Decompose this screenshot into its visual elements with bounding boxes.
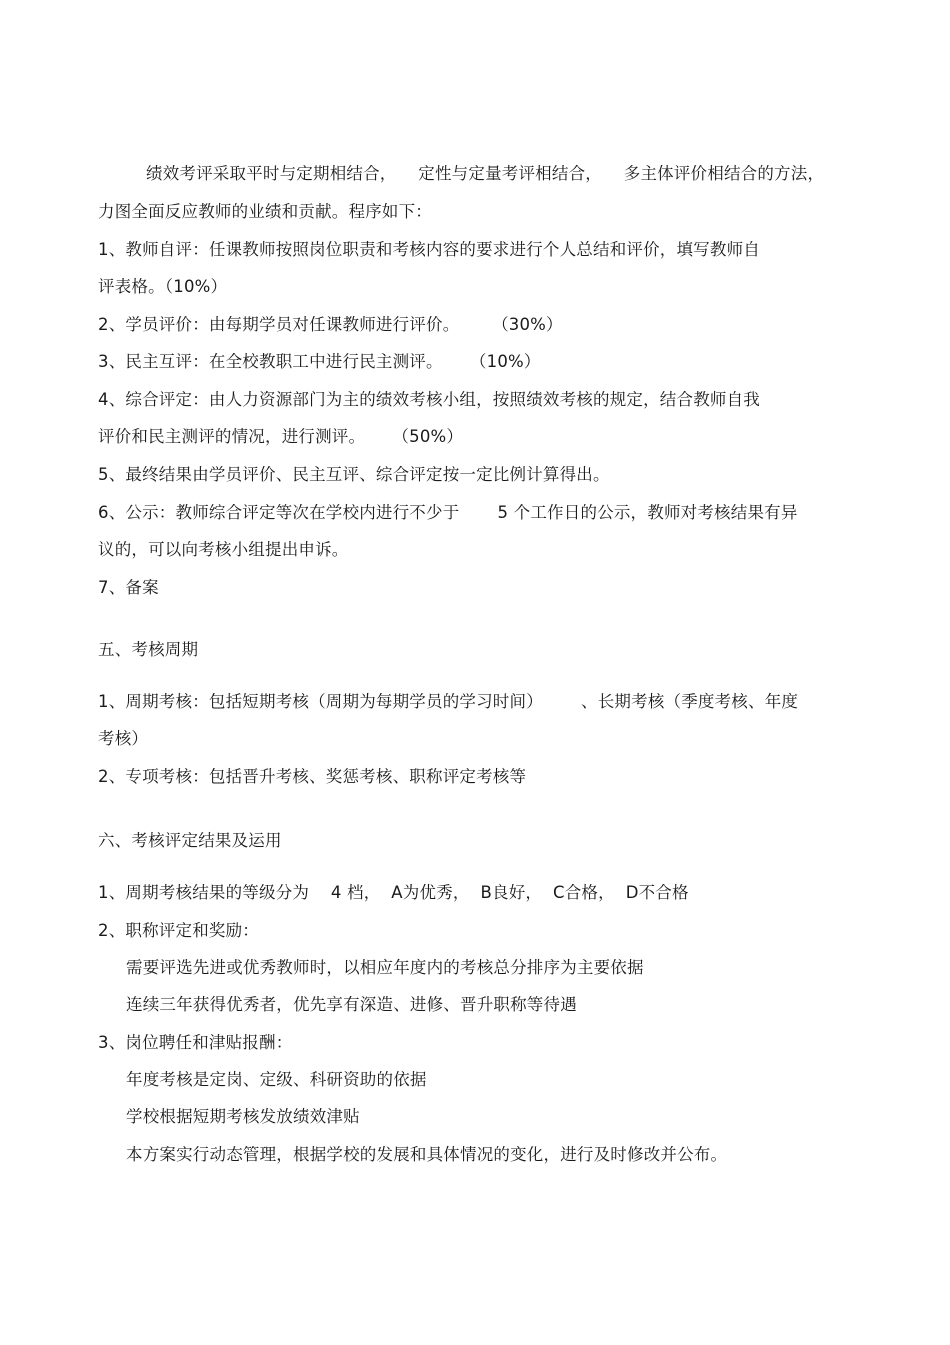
procedure-item-4-line-1: 4、综合评定：由人力资源部门为主的绩效考核小组，按照绩效考核的规定，结合教师自我: [98, 390, 760, 409]
procedure-item-6-line-2: 议的，可以向考核小组提出申诉。: [98, 540, 349, 559]
procedure-item-3: 3、民主互评：在全校教职工中进行民主测评。 （10%）: [98, 352, 541, 371]
procedure-item-4-line-2: 评价和民主测评的情况，进行测评。 （50%）: [98, 427, 464, 446]
section-5-item-1-line-1: 1、周期考核：包括短期考核（周期为每期学员的学习时间） 、长期考核（季度考核、年度: [98, 692, 799, 711]
section-6-item-3-sub-2: 学校根据短期考核发放绩效津贴: [126, 1107, 360, 1126]
section-6-item-1: 1、周期考核结果的等级分为 4 档， A为优秀， B良好， C合格， D不合格: [98, 883, 689, 902]
section-6-item-2-label: 2、职称评定和奖励：: [98, 921, 259, 940]
procedure-item-7: 7、备案: [98, 578, 159, 597]
section-5-item-2: 2、专项考核：包括晋升考核、奖惩考核、职称评定考核等: [98, 767, 527, 786]
section-5-item-1-line-2: 考核）: [98, 729, 149, 748]
section-6-heading: 六、考核评定结果及运用: [98, 831, 282, 850]
procedure-item-1-line-1: 1、教师自评：任课教师按照岗位职责和考核内容的要求进行个人总结和评价，填写教师自: [98, 240, 760, 259]
section-6-item-2-sub-1: 需要评选先进或优秀教师时，以相应年度内的考核总分排序为主要依据: [126, 958, 644, 977]
procedure-item-1-line-2: 评表格。（10%）: [98, 277, 228, 296]
procedure-item-5: 5、最终结果由学员评价、民主互评、综合评定按一定比例计算得出。: [98, 465, 610, 484]
procedure-item-6-line-1: 6、公示：教师综合评定等次在学校内进行不少于 5 个工作日的公示，教师对考核结果有异: [98, 503, 798, 522]
intro-line-1: 绩效考评采取平时与定期相结合， 定性与定量考评相结合， 多主体评价相结合的方法，: [146, 164, 825, 183]
section-6-item-2-sub-2: 连续三年获得优秀者，优先享有深造、进修、晋升职称等待遇: [126, 995, 577, 1014]
closing-statement: 本方案实行动态管理，根据学校的发展和具体情况的变化，进行及时修改并公布。: [126, 1145, 728, 1164]
section-6-item-3-sub-1: 年度考核是定岗、定级、科研资助的依据: [126, 1070, 427, 1089]
section-5-heading: 五、考核周期: [98, 640, 199, 659]
section-6-item-3-label: 3、岗位聘任和津贴报酬：: [98, 1033, 293, 1052]
intro-line-2: 力图全面反应教师的业绩和贡献。程序如下：: [98, 202, 432, 221]
procedure-item-2: 2、学员评价：由每期学员对任课教师进行评价。 （30%）: [98, 315, 563, 334]
